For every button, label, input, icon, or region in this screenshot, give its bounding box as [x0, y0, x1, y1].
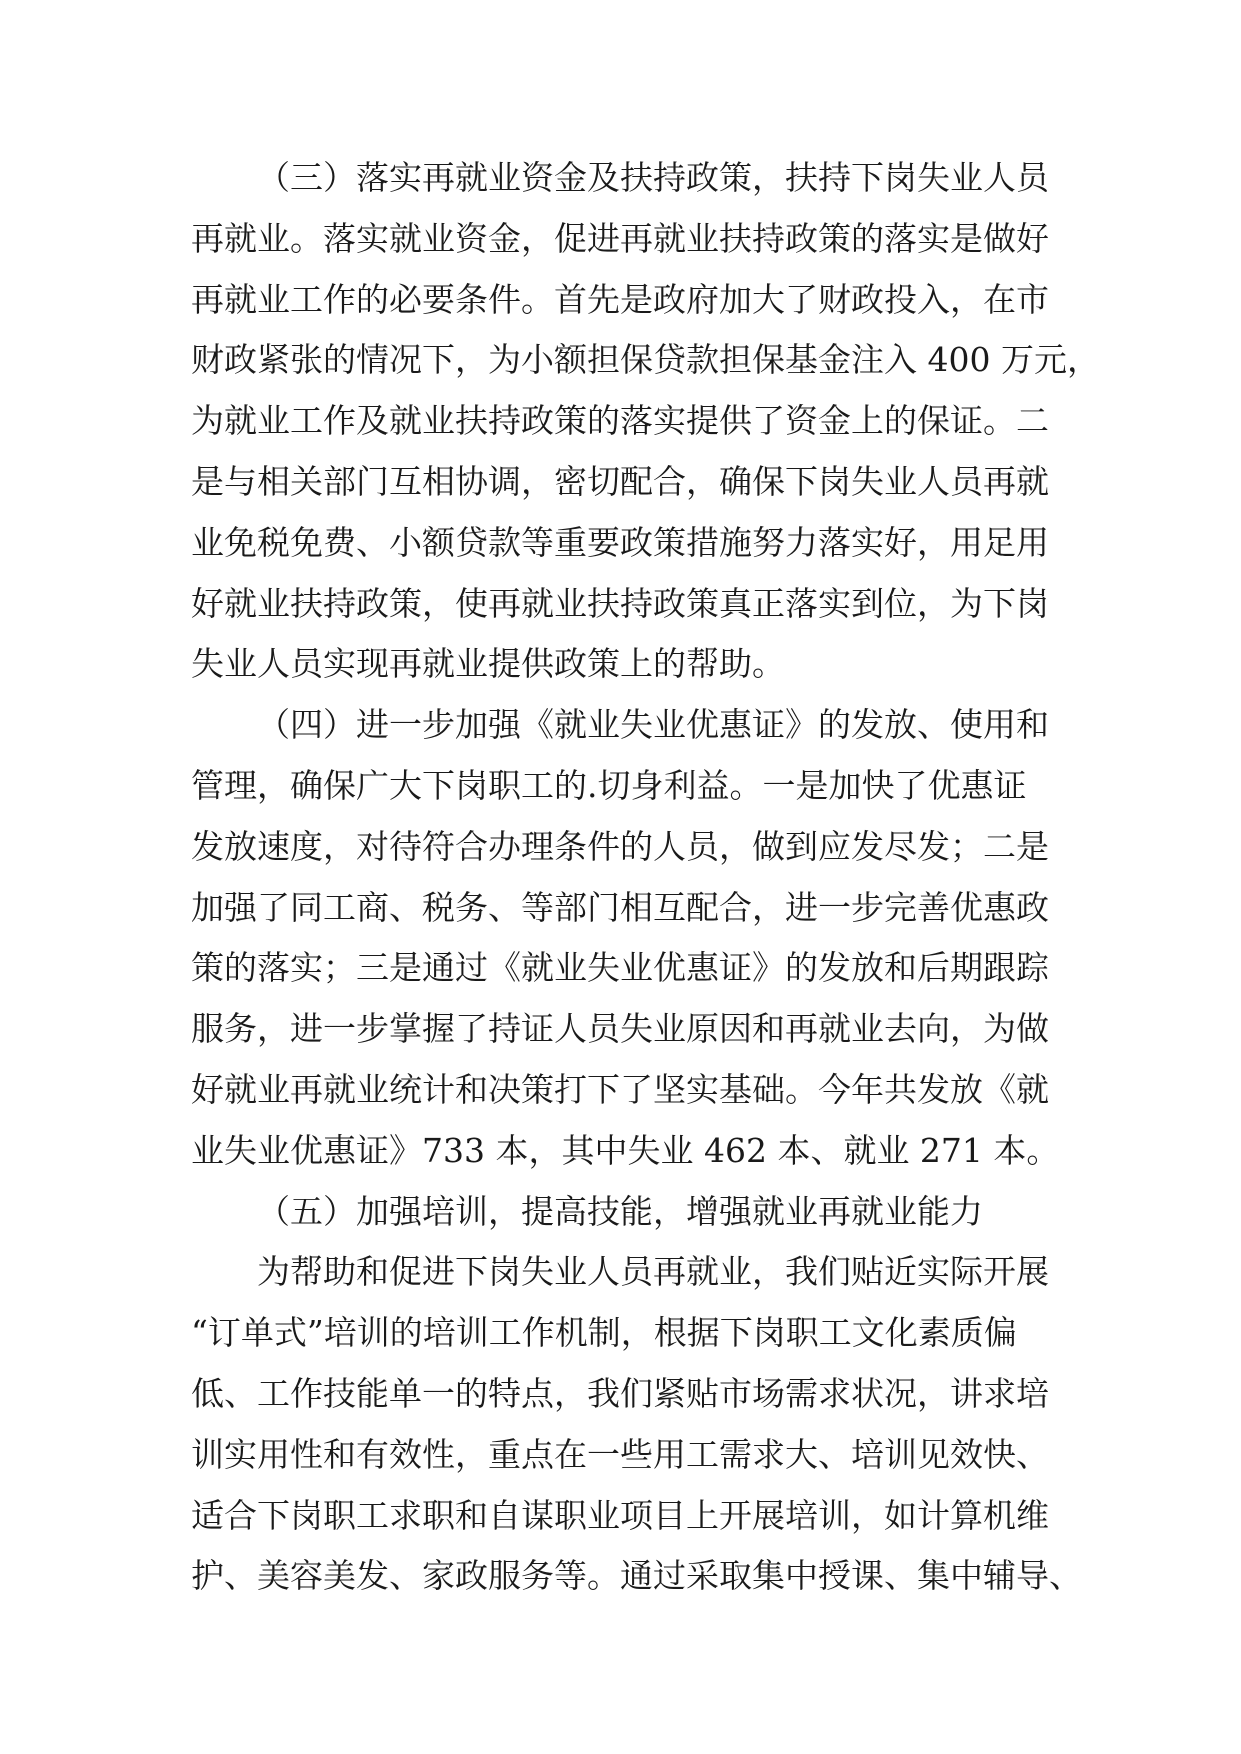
text-line: 管理，确保广大下岗职工的.切身利益。一是加快了优惠证 [191, 765, 1027, 805]
text-line: “订单式”培训的培训工作机制，根据下岗职工文化素质偏 [191, 1313, 1017, 1353]
text-line: 业免税免费、小额贷款等重要政策措施努力落实好，用足用 [191, 522, 1049, 562]
text-line: 低、工作技能单一的特点，我们紧贴市场需求状况，讲求培 [191, 1373, 1049, 1413]
text-line: 好就业再就业统计和决策打下了坚实基础。今年共发放《就 [191, 1069, 1049, 1109]
text-line: 训实用性和有效性，重点在一些用工需求大、培训见效快、 [191, 1434, 1049, 1474]
text-line: 服务，进一步掌握了持证人员失业原因和再就业去向，为做 [191, 1009, 1049, 1049]
text-line: 好就业扶持政策，使再就业扶持政策真正落实到位，为下岗 [191, 583, 1049, 623]
text-line: 护、美容美发、家政服务等。通过采取集中授课、集中辅导、 [191, 1556, 1082, 1596]
text-line: 策的落实；三是通过《就业失业优惠证》的发放和后期跟踪 [191, 948, 1049, 988]
text-line: 适合下岗职工求职和自谋职业项目上开展培训，如计算机维 [191, 1495, 1049, 1535]
text-line: 发放速度，对待符合办理条件的人员，做到应发尽发；二是 [191, 826, 1049, 866]
text-line: 再就业工作的必要条件。首先是政府加大了财政投入，在市 [191, 279, 1049, 319]
text-line: 是与相关部门互相协调，密切配合，确保下岗失业人员再就 [191, 461, 1049, 501]
text-line: （五）加强培训，提高技能，增强就业再就业能力 [257, 1191, 983, 1231]
text-line: （三）落实再就业资金及扶持政策，扶持下岗失业人员 [257, 158, 1049, 197]
text-line: 业失业优惠证》733 本，其中失业 462 本、就业 271 本。 [191, 1130, 1060, 1170]
text-line: 财政紧张的情况下，为小额担保贷款担保基金注入 400 万元， [191, 340, 1100, 380]
text-line: 失业人员实现再就业提供政策上的帮助。 [191, 644, 785, 684]
text-line: 再就业。落实就业资金，促进再就业扶持政策的落实是做好 [191, 218, 1049, 258]
text-line: （四）进一步加强《就业失业优惠证》的发放、使用和 [257, 705, 1049, 745]
body-text [191, 148, 1100, 1607]
text-line: 为就业工作及就业扶持政策的落实提供了资金上的保证。二 [191, 401, 1049, 441]
text-line: 加强了同工商、税务、等部门相互配合，进一步完善优惠政 [191, 887, 1049, 927]
text-line: 为帮助和促进下岗失业人员再就业，我们贴近实际开展 [257, 1252, 1049, 1292]
